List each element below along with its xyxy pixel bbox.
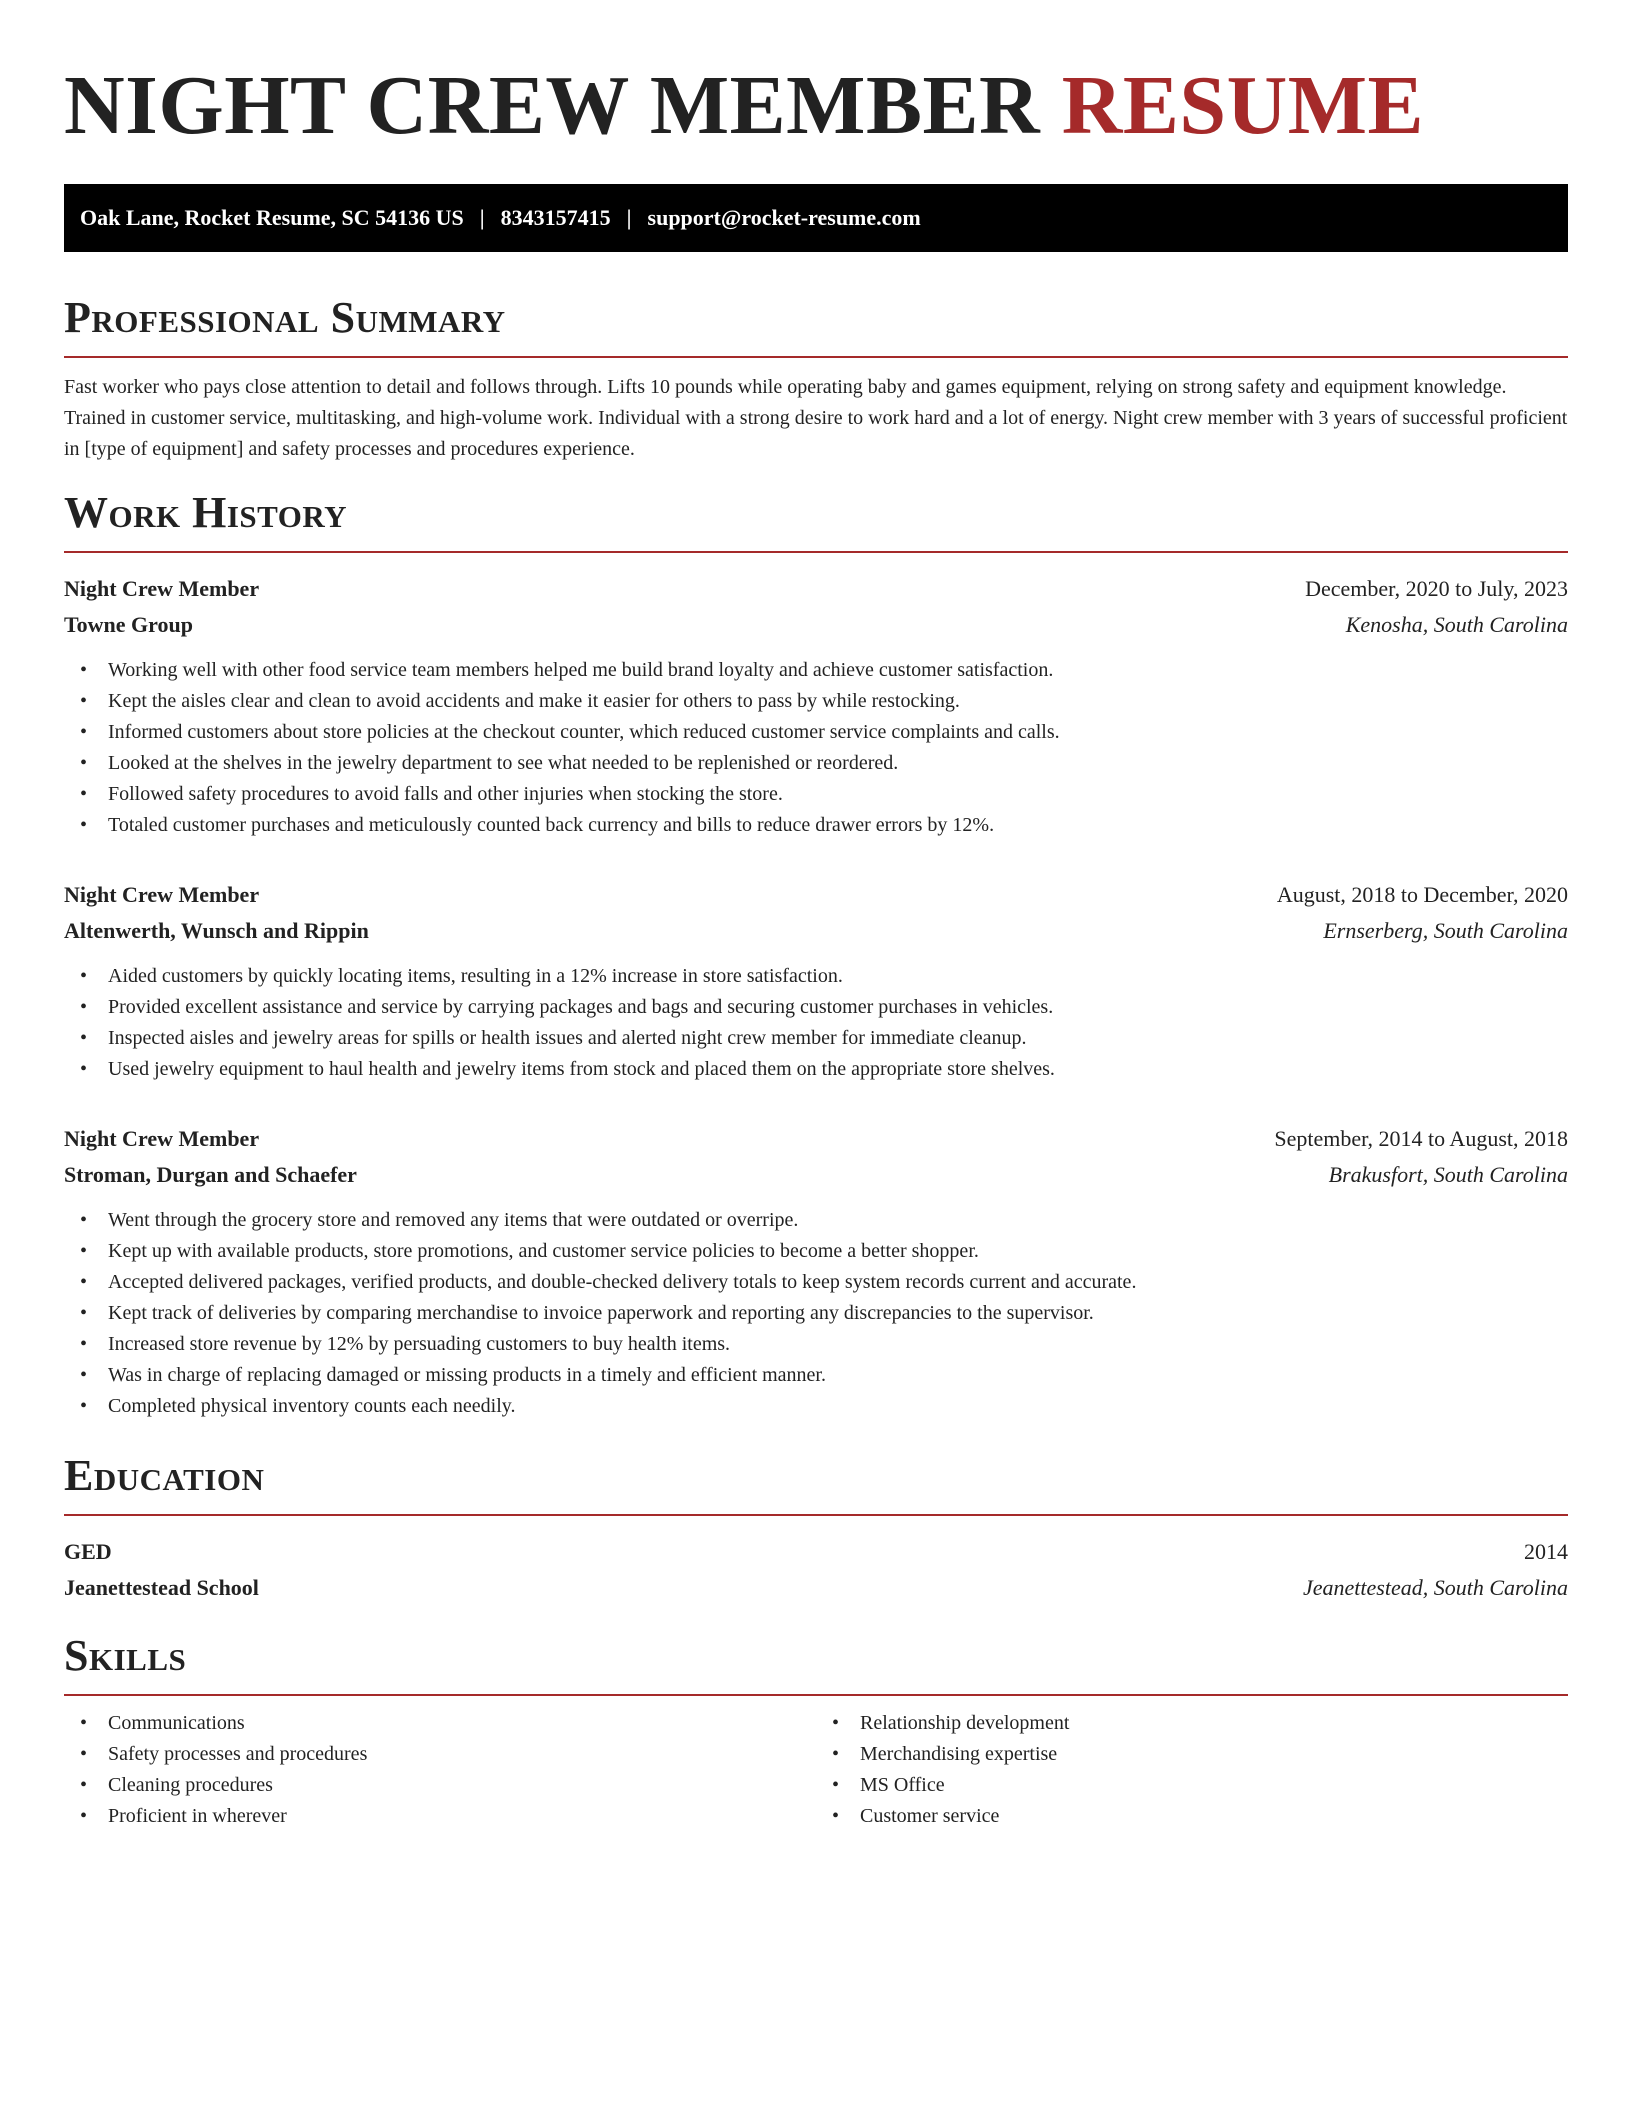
summary-heading: Professional Summary	[64, 296, 1568, 358]
school-name: Jeanettestead School	[64, 1575, 259, 1600]
job-title: Night Crew Member	[64, 576, 260, 601]
skills-left-list	[64, 1708, 816, 1832]
job-entry	[64, 877, 1568, 1085]
job-bullet: • Working well with other food service team members helped me build brand loyalty and achieve customer satisfaction.	[80, 655, 1568, 686]
skill-item: • MS Office	[832, 1770, 1568, 1801]
job-entry	[64, 571, 1568, 841]
skill-item: • Safety processes and procedures	[80, 1739, 816, 1770]
education-row	[64, 1534, 1568, 1570]
job-location: Brakusfort, South Carolina	[1328, 1162, 1568, 1187]
job-bullets	[64, 1205, 1568, 1422]
skill-item: • Proficient in wherever	[80, 1801, 816, 1832]
job-title: Night Crew Member	[64, 1126, 260, 1151]
job-row	[64, 571, 1568, 607]
contact-separator: |	[479, 205, 485, 230]
job-location: Ernserberg, South Carolina	[1323, 918, 1568, 943]
company-name: Stroman, Durgan and Schaefer	[64, 1162, 357, 1187]
title-accent: RESUME	[1061, 59, 1425, 152]
email-link[interactable]: support@rocket-resume.com	[647, 205, 921, 230]
education-year: 2014	[1524, 1539, 1568, 1564]
skills-right-list	[816, 1708, 1568, 1832]
job-row	[64, 877, 1568, 913]
education-section	[64, 1451, 1568, 1606]
phone-text[interactable]: 8343157415	[500, 205, 611, 230]
education-heading: Education	[64, 1454, 1568, 1516]
skill-item: • Relationship development	[832, 1708, 1568, 1739]
contact-bar	[64, 184, 1568, 252]
job-bullet: • Looked at the shelves in the jewelry department to see what needed to be replenished or reordered.	[80, 748, 1568, 779]
job-bullet: • Kept track of deliveries by comparing merchandise to invoice paperwork and reporting any discrepancies to the supervisor.	[80, 1298, 1568, 1329]
job-title: Night Crew Member	[64, 882, 260, 907]
job-bullet: • Provided excellent assistance and service by carrying packages and bags and securing customer purchases in vehicles.	[80, 992, 1568, 1023]
job-entry	[64, 1121, 1568, 1422]
job-bullet: • Completed physical inventory counts each needily.	[80, 1391, 1568, 1422]
job-bullet: • Went through the grocery store and removed any items that were outdated or overripe.	[80, 1205, 1568, 1236]
degree-text: GED	[64, 1539, 112, 1564]
job-bullet: • Increased store revenue by 12% by persuading customers to buy health items.	[80, 1329, 1568, 1360]
job-dates: September, 2014 to August, 2018	[1274, 1126, 1568, 1151]
job-bullet: • Used jewelry equipment to haul health and jewelry items from stock and placed them on the appropriate store shelves.	[80, 1054, 1568, 1085]
education-entry	[64, 1534, 1568, 1606]
job-dates: December, 2020 to July, 2023	[1305, 576, 1568, 601]
skills-columns	[64, 1708, 1568, 1832]
job-bullets	[64, 961, 1568, 1085]
skill-item: • Merchandising expertise	[832, 1739, 1568, 1770]
skill-item: • Customer service	[832, 1801, 1568, 1832]
job-bullet: • Kept the aisles clear and clean to avoid accidents and make it easier for others to pass by while restocking.	[80, 686, 1568, 717]
job-bullet: • Totaled customer purchases and meticulously counted back currency and bills to reduce drawer errors by 12%.	[80, 810, 1568, 841]
job-row	[64, 1121, 1568, 1157]
address-text: Oak Lane, Rocket Resume, SC 54136 US	[80, 205, 464, 230]
company-name: Towne Group	[64, 612, 193, 637]
job-bullets	[64, 655, 1568, 841]
job-dates: August, 2018 to December, 2020	[1276, 882, 1568, 907]
work-history-section	[64, 488, 1568, 1422]
skills-heading: Skills	[64, 1634, 1568, 1696]
company-name: Altenwerth, Wunsch and Rippin	[64, 918, 369, 943]
school-location: Jeanettestead, South Carolina	[1303, 1575, 1568, 1600]
skill-item: • Cleaning procedures	[80, 1770, 816, 1801]
job-list	[64, 571, 1568, 1422]
skills-section	[64, 1631, 1568, 1832]
contact-separator: |	[626, 205, 632, 230]
resume-title	[64, 59, 1568, 152]
job-location: Kenosha, South Carolina	[1345, 612, 1568, 637]
job-bullet: • Accepted delivered packages, verified products, and double-checked delivery totals to keep system records current and accurate.	[80, 1267, 1568, 1298]
job-row	[64, 913, 1568, 949]
work-history-heading: Work History	[64, 491, 1568, 553]
job-bullet: • Inspected aisles and jewelry areas for spills or health issues and alerted night crew member for immediate cleanup.	[80, 1023, 1568, 1054]
job-bullet: • Informed customers about store policies at the checkout counter, which reduced customer service complaints and calls.	[80, 717, 1568, 748]
job-bullet: • Kept up with available products, store promotions, and customer service policies to become a better shopper.	[80, 1236, 1568, 1267]
job-row	[64, 1157, 1568, 1193]
job-bullet: • Was in charge of replacing damaged or missing products in a timely and efficient manner.	[80, 1360, 1568, 1391]
title-main: NIGHT CREW MEMBER	[64, 59, 1041, 152]
job-bullet: • Aided customers by quickly locating items, resulting in a 12% increase in store satisfaction.	[80, 961, 1568, 992]
summary-section	[64, 293, 1568, 465]
job-row	[64, 607, 1568, 643]
education-row	[64, 1570, 1568, 1606]
skill-item: • Communications	[80, 1708, 816, 1739]
job-bullet: • Followed safety procedures to avoid falls and other injuries when stocking the store.	[80, 779, 1568, 810]
summary-text: Fast worker who pays close attention to detail and follows through. Lifts 10 pounds while operating baby and games equipment, relying on strong safety and equipment knowledge. Trained in customer service, multitasking, and high-volume work. Individual with a strong desire to work hard and a lot of energy. Night crew member with 3 years of successful proficient in [type of equipment] and safety processes and procedures experience.	[64, 376, 1568, 460]
